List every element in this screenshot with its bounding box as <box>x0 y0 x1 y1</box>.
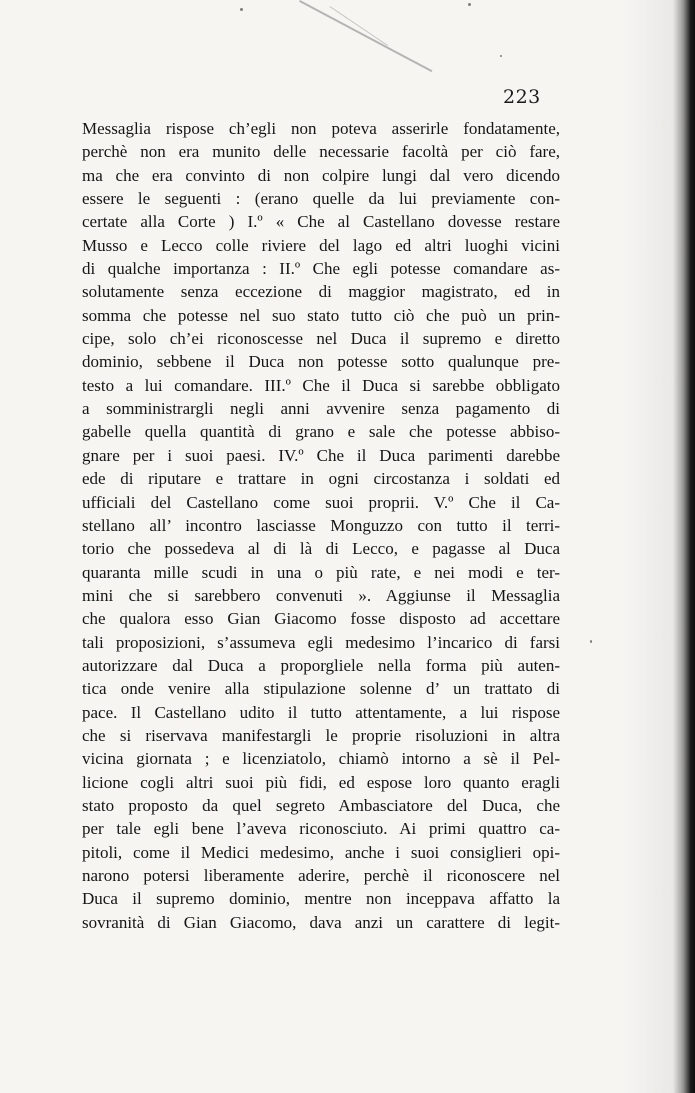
text-line: tali proposizioni, s’assumeva egli medesimo l’incarico di farsi <box>82 632 560 652</box>
text-line: stato proposto da quel segreto Ambasciatore del Duca, che <box>82 795 560 815</box>
text-line: Musso e Lecco colle riviere del lago ed altri luoghi vicini <box>82 235 560 255</box>
ink-speck <box>468 3 471 6</box>
text-line: stellano all’ incontro lasciasse Monguzzo con tutto il terri- <box>82 515 560 535</box>
text-line: autorizzare dal Duca a proporgliele nella forma più auten- <box>82 655 560 675</box>
text-line: somma che potesse nel suo stato tutto ciò che può un prin- <box>82 305 560 325</box>
text-line: ede di riputare e trattare in ogni circostanza i soldati ed <box>82 469 560 489</box>
text-line: perchè non era munito delle necessarie facoltà per ciò fare, <box>82 142 560 162</box>
text-line: per tale egli bene l’aveva riconosciuto. Ai primi quattro ca- <box>82 819 560 839</box>
text-line: gabelle quella quantità di grano e sale che potesse abbiso- <box>82 422 560 442</box>
text-line: torio che possedeva al di là di Lecco, e pagasse al Duca <box>82 539 560 559</box>
text-line: vicina giornata ; e licenziatolo, chiamò intorno a sè il Pel- <box>82 749 560 769</box>
text-line: testo a lui comandare. III.º Che il Duca si sarebbe obbligato <box>82 375 560 395</box>
text-line: cipe, solo ch’ei riconoscesse nel Duca il supremo e diretto <box>82 329 560 349</box>
text-line: sovranità di Gian Giacomo, dava anzi un carattere di legit- <box>82 912 560 932</box>
ink-speck <box>500 55 502 57</box>
text-line: ma che era convinto di non colpire lungi dal vero dicendo <box>82 165 560 185</box>
ink-speck <box>240 8 243 11</box>
text-line: Duca il supremo dominio, mentre non inceppava affatto la <box>82 889 560 909</box>
body-text <box>82 117 560 934</box>
text-line: tica onde venire alla stipulazione solenne d’ un trattato di <box>82 679 560 699</box>
text-line: essere le seguenti : (erano quelle da lui previamente con- <box>82 189 560 209</box>
text-line: certate alla Corte ) I.º « Che al Castellano dovesse restare <box>82 212 560 232</box>
page-edge <box>673 0 695 1093</box>
ink-speck <box>590 640 592 643</box>
text-line: mini che si sarebbero convenuti ». Aggiunse il Messaglia <box>82 585 560 605</box>
paper-crease-secondary <box>329 6 388 46</box>
text-line: gnare per i suoi paesi. IV.º Che il Duca parimenti darebbe <box>82 445 560 465</box>
text-line: licione cogli altri suoi più fidi, ed espose loro quanto eragli <box>82 772 560 792</box>
text-line: narono potersi liberamente aderire, perchè il riconoscere nel <box>82 866 560 885</box>
text-line: che si riservava manifestargli le proprie risoluzioni in altra <box>82 725 560 745</box>
text-line: Messaglia rispose ch’egli non poteva asserirle fondatamente, <box>82 119 560 138</box>
text-line: a somministrargli negli anni avvenire senza pagamento di <box>82 399 560 419</box>
text-line: dominio, sebbene il Duca non potesse sotto qualunque pre- <box>82 352 560 372</box>
text-line: ufficiali del Castellano come suoi proprii. V.º Che il Ca- <box>82 492 560 512</box>
text-line: pace. Il Castellano udito il tutto attentamente, a lui rispose <box>82 702 560 722</box>
text-line: di qualche importanza : II.º Che egli potesse comandare as- <box>82 259 560 279</box>
text-line: solutamente senza eccezione di maggior magistrato, ed in <box>82 282 560 302</box>
text-line: quaranta mille scudi in una o più rate, e nei modi e ter- <box>82 562 560 582</box>
text-line: che qualora esso Gian Giacomo fosse disposto ad accettare <box>82 609 560 629</box>
paper-crease <box>299 0 432 72</box>
page-number: 223 <box>503 86 541 108</box>
text-line: pitoli, come il Medici medesimo, anche i suoi consiglieri opi- <box>82 842 560 862</box>
